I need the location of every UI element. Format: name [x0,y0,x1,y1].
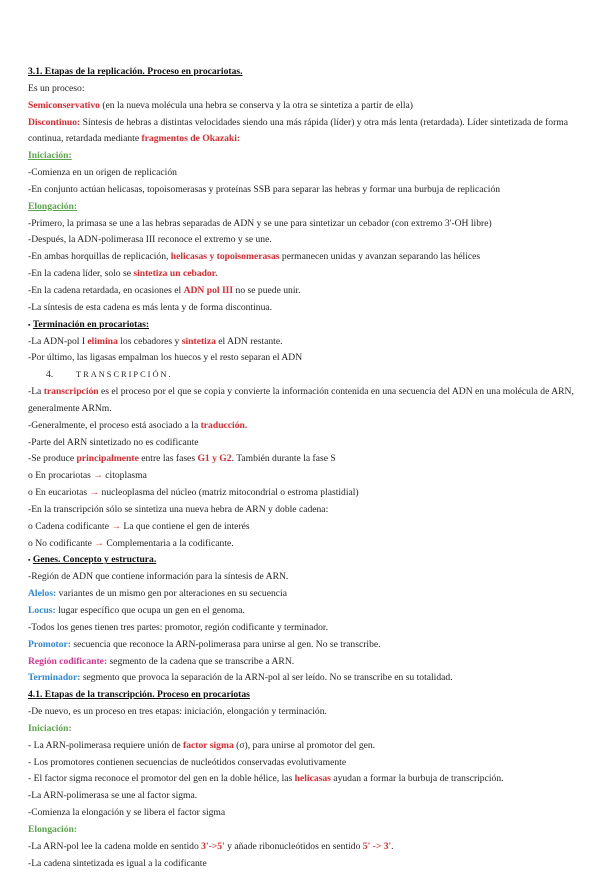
list-item [28,738,574,755]
term-text: Síntesis de hebras a distintas velocidades siendo una más rápida (líder) y otra más lenta (retardada). Líder sintetizada de forma continua, retardada mediante [28,116,569,145]
text: entre las fases [138,453,198,465]
text: . [391,840,394,852]
heading-text: Genes. Concepto y estructura. [32,554,157,566]
list-item: -La síntesis de esta cadena es más lenta y de forma discontinua. [28,301,273,313]
list-item: -Todos los genes tienen tres partes: promotor, región codificante y terminador. [28,621,328,633]
text: - La ARN-polimerasa requiere unión de [28,739,184,751]
heading-text: Terminación en procariotas: [32,318,150,330]
highlight: ADN pol III [183,284,234,296]
text: -Se produce [28,453,77,465]
list-item [28,283,574,300]
text: segmento de la cadena que se transcribe a ARN. [107,655,295,667]
paragraph [28,384,574,418]
text: o No codificante [28,537,95,549]
highlight: 5' -> 3' [362,840,392,852]
list-item [28,334,574,351]
text: -La [28,386,44,398]
term-discontinuo: Discontinuo: [28,116,81,128]
text: variantes de un mismo gen por alteraciones en su secuencia [56,588,287,600]
term-locus: Locus: [28,605,56,616]
definition-row [28,637,574,654]
list-item [28,468,574,485]
highlight: principalmente [76,453,139,465]
list-item [28,266,574,283]
definition-row [28,586,574,603]
paragraph: Es un proceso: [28,82,85,94]
text: -La ADN-pol I [28,335,88,347]
paragraph: -De nuevo, es un proceso en tres etapas: iniciación, elongación y terminación. [28,706,327,718]
text: o En eucariotas [28,487,90,499]
term-region-codificante: Región codificante: [28,655,108,667]
text: o Cadena codificante [28,520,112,532]
bullet-icon: ▪ [28,556,31,565]
text: el ADN restante. [215,335,283,347]
list-item: -La cadena sintetizada es igual a la codificante [28,857,207,869]
arrow-right-icon: → [93,470,103,482]
text: lugar específico que ocupa un gen en el genoma. [55,605,245,616]
list-item: -Región de ADN que contiene información para la síntesis de ARN. [28,571,289,583]
subheading-elongacion: Elongación: [28,823,78,835]
text: -En ambas horquillas de replicación, [28,251,171,263]
text: ayudan a formar la burbuja de transcripción. [330,773,504,785]
highlight: G1 y G2 [197,453,232,465]
term-okazaki: fragmentos de Okazaki: [141,133,241,145]
text: es el proceso por el que se copia y convierte la información contenida en una secuencia del ADN en una molécula de ARN, generalmente ARNm. [28,386,574,414]
highlight: elimina [87,335,118,347]
list-item [28,519,574,536]
list-item [28,536,574,553]
arrow-right-icon: → [94,537,104,549]
section-heading-replication: 3.1. Etapas de la replicación. Proceso en procariotas. [28,66,243,77]
highlight: helicasas y topoisomerasas [170,251,280,263]
list-item [28,249,574,266]
section-number: 4. [46,369,54,381]
list-item: -Después, la ADN-polimerasa III reconoce el extremo y se une. [28,234,272,246]
list-item: -Comienza la elongación y se libera el factor sigma [28,807,226,819]
text: -Generalmente, el proceso está asociado a la [28,419,201,431]
term-terminador: Terminador: [28,672,81,684]
term-alelos: Alelos: [28,588,57,600]
section-title: TRANSCRIPCIÓN. [76,370,173,380]
text: -En la cadena retardada, en ocasiones el [28,284,184,296]
definition-row [28,654,574,671]
list-item: -La ARN-polimerasa se une al factor sigma. [28,790,198,802]
highlight: transcripción [43,386,99,398]
list-item: -Parte del ARN sintetizado no es codificante [28,436,199,448]
text: o En procariotas [28,470,94,482]
list-item [28,451,574,468]
subheading-terminacion [28,317,574,334]
text: secuencia que reconoce la ARN-polimerasa para unirse al gen. No se transcribe. [70,638,381,650]
definition-row [28,670,574,687]
list-item: -En conjunto actúan helicasas, topoisomerasas y proteínas SSB para separar las hebras y formar una burbuja de replicación [28,183,501,195]
highlight: traducción. [200,419,248,431]
highlight: helicasas [294,773,331,785]
section-heading-transcription [28,367,574,384]
term-semiconservativo: Semiconservativo [28,99,100,111]
paragraph [28,98,574,115]
subheading-elongacion: Elongación: [28,200,78,212]
list-item [28,771,574,788]
arrow-right-icon: → [111,520,121,532]
list-item: -Primero, la primasa se une a las hebras separadas de ADN y se une para sintetizar un cebador (con extremo 3'-OH libre) [28,217,492,229]
subheading-genes [28,552,574,569]
text: no se puede unir. [233,284,301,296]
text: La que contiene el gen de interés [120,520,250,532]
list-item: -En la transcripción sólo se sintetiza una nueva hebra de ARN y doble cadena: [28,503,329,515]
text: -La ARN-pol lee la cadena molde en sentido [28,840,202,852]
text: permanecen unidas y avanzan separando las hélices [279,251,481,263]
text: . También durante la fase S [231,453,336,465]
text: (σ), para unirse al promotor del gen. [233,739,376,751]
bullet-icon: ▪ [28,320,31,329]
arrow-right-icon: → [89,487,100,499]
text: los cebadores y [117,335,182,347]
subheading-iniciacion: Iniciación: [28,150,72,162]
text: segmento que provoca la separación de la ARN-pol al ser leído. No se transcribe en su totalidad. [80,672,453,684]
list-item: - Los promotores contienen secuencias de nucleótidos conservadas evolutivamente [28,756,347,768]
list-item [28,418,574,435]
text: nucleoplasma del núcleo (matriz mitocondrial o estroma plastidial) [99,487,359,499]
list-item [28,839,574,856]
text: y añade ribonucleótidos en sentido [224,840,363,852]
text: Complementaria a la codificante. [103,537,234,549]
text: - El factor sigma reconoce el promotor del gen en la doble hélice, las [28,773,295,785]
text: citoplasma [102,470,147,482]
term-text: (en la nueva molécula una hebra se conserva y la otra se sintetiza a partir de ella) [99,99,413,111]
highlight: 3'->5' [201,840,225,852]
subheading-iniciacion: Iniciación: [28,722,72,734]
text: -En la cadena líder, solo se [28,268,134,280]
list-item: -Por último, las ligasas empalman los huecos y el resto separan el ADN [28,352,303,364]
paragraph [28,115,574,149]
highlight: sintetiza [181,335,216,347]
list-item [28,485,574,502]
section-heading-transcription-stages: 4.1. Etapas de la transcripción. Proceso en procariotas [28,689,250,701]
list-item: -Comienza en un origen de replicación [28,167,177,179]
definition-row [28,603,574,620]
highlight: factor sigma [183,739,234,751]
highlight: sintetiza un cebador. [133,268,218,280]
term-promotor: Promotor: [28,638,71,650]
